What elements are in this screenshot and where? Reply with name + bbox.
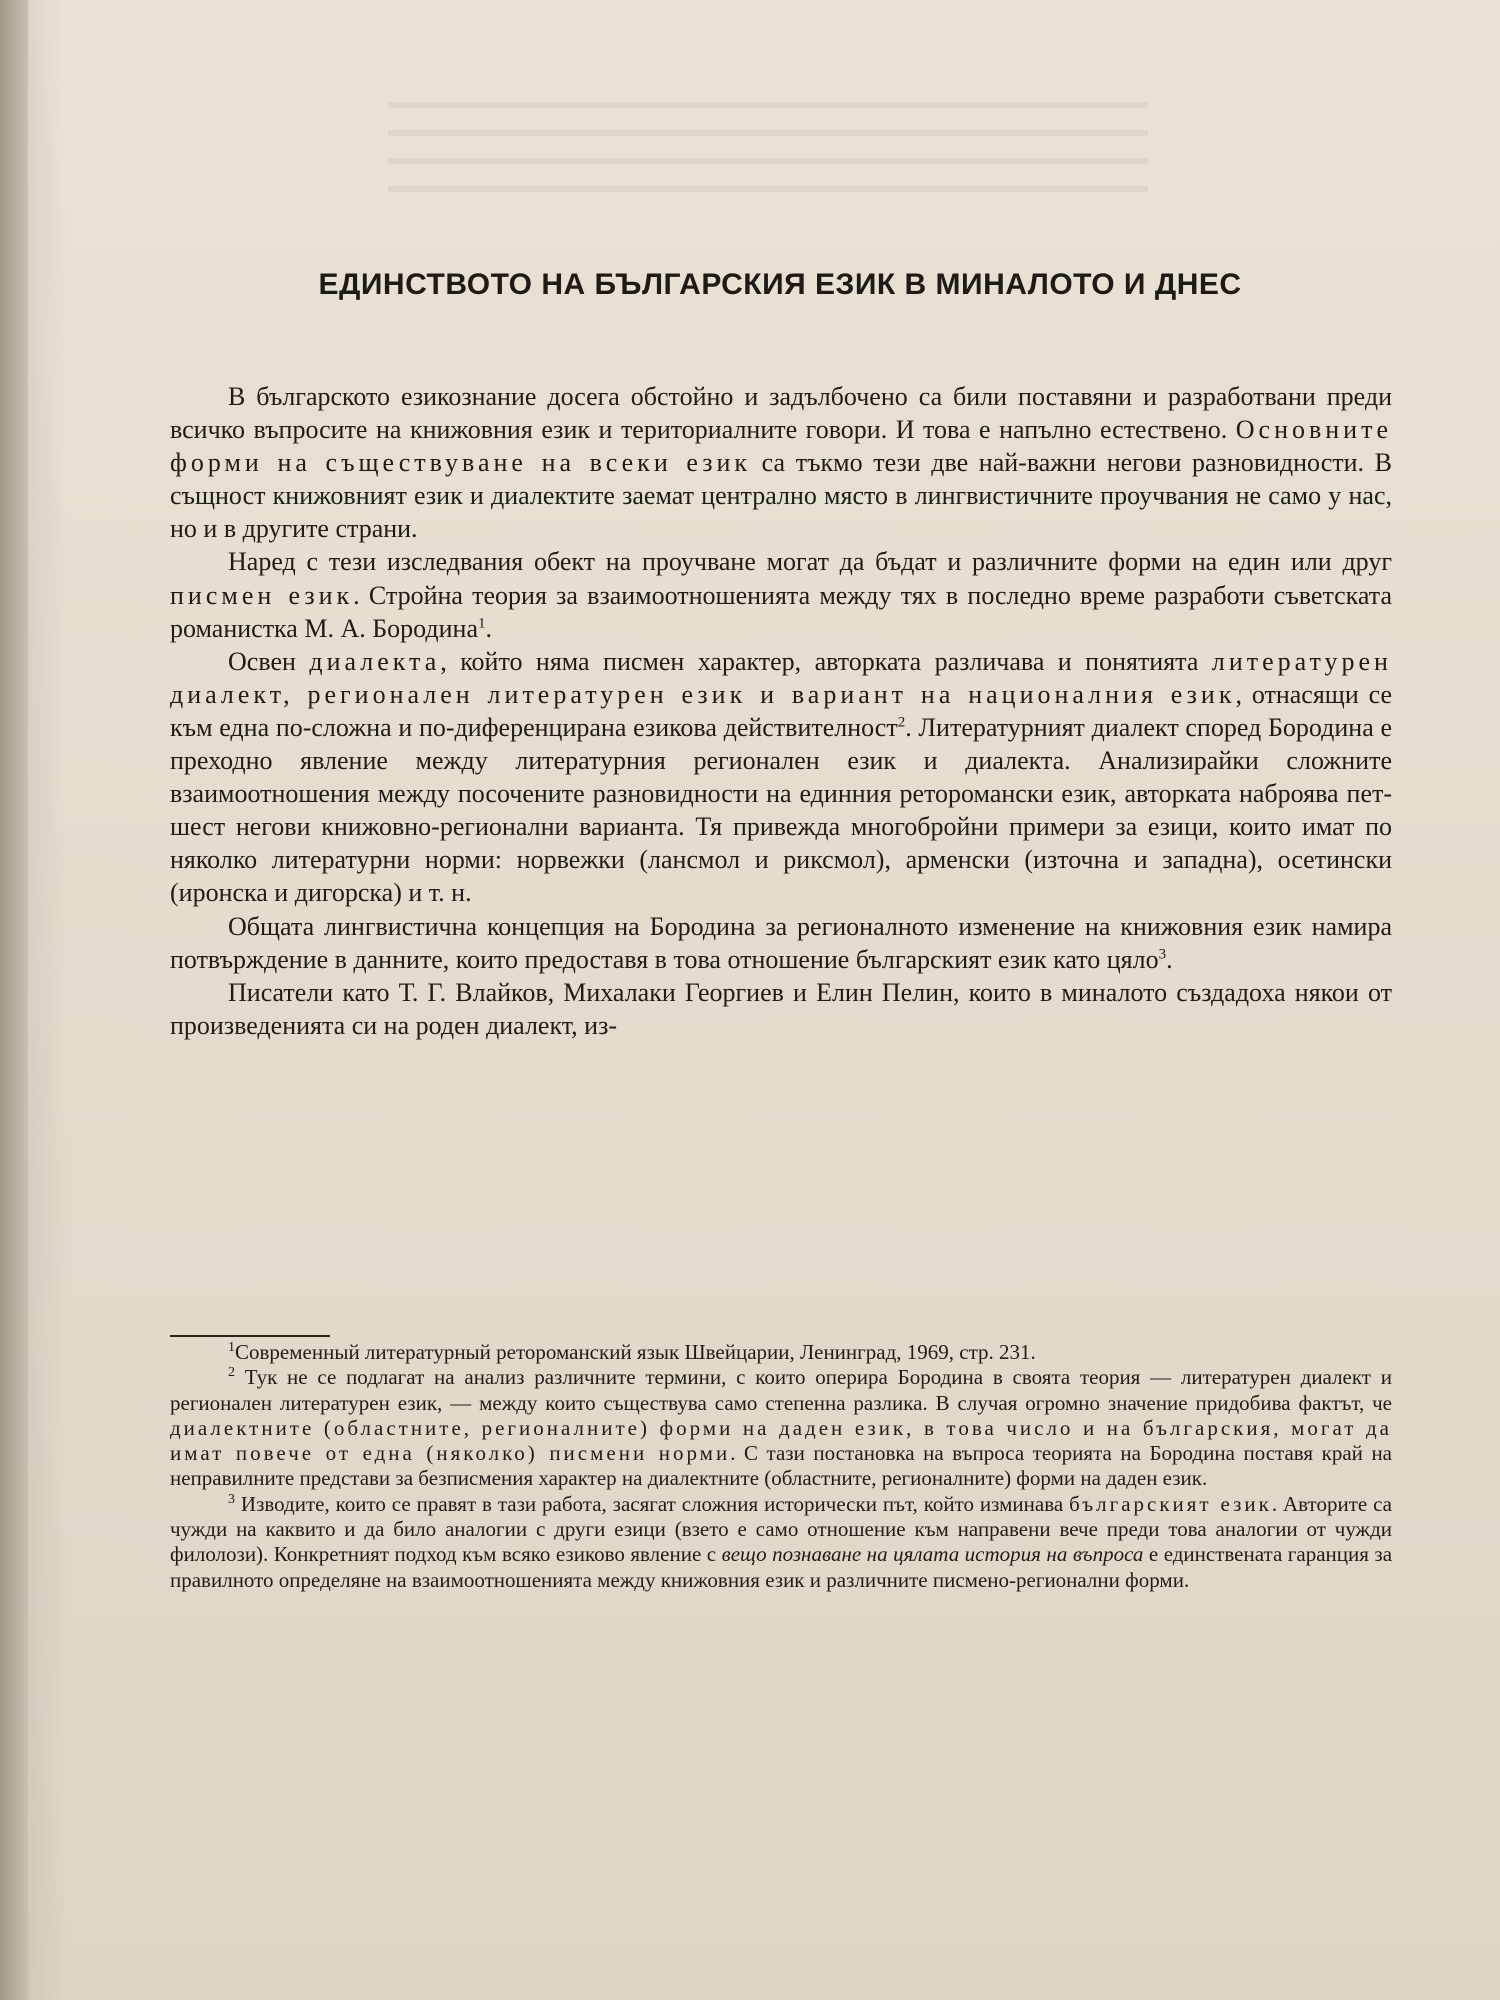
spaced-emphasis: диалектните (областните, регионалните) форми на даден език, в това число и на българския, могат да имат повече от една (няколко) писмени норми [170,1415,1392,1466]
book-gutter [0,0,28,2000]
text-run: Наред с тези изследвания обект на проучване могат да бъдат и различните форми на един или друг [228,547,1392,577]
footnote-2 [170,1365,1392,1491]
paragraph-3 [170,645,1392,910]
footnote-number: 3 [228,1491,235,1507]
paragraph-2 [170,545,1392,644]
text-run: Освен [228,646,310,676]
paragraph-1 [170,380,1392,545]
footnote-number: 1 [228,1340,235,1355]
footnote-text: Современный литературный ретороманский язык Швейцарии, Ленинград, 1969, стр. 231. [235,1340,1036,1364]
footnote-ref-1: 1 [478,615,486,631]
footnote-separator [170,1335,330,1337]
footnote-text: Тук не се подлагат на анализ различните термини, с които оперира Бородина в своята теория — литературен диалект и регионален литературен език, — между които съществува само степенна разлика. В случая огромно значение придобива фактът, че [170,1365,1392,1415]
text-run: В българското езикознание досега обстойно и задълбочено са били поставяни и разработвани преди всичко въпросите на книжовния език и териториалните говори. И това е напълно естествено. [170,382,1392,445]
footnotes [170,1340,1392,1593]
page-title: ЕДИНСТВОТО НА БЪЛГАРСКИЯ ЕЗИК В МИНАЛОТО И ДНЕС [318,268,1242,301]
footnote-ref-3: 3 [1158,945,1167,962]
footnote-text: е единствената гаранция за правилното определяне на взаимоотношенията между книжовния език и различните писмено-регионални форми. [170,1542,1393,1592]
main-text [170,380,1392,1042]
footnote-3 [170,1492,1392,1593]
footnote-text: . С тази постановка на въпроса теорията на Бородина поставя край на неправилните представи за безписмения характер на диалектните (областните, регионалните) форми на даден език. [170,1441,1392,1491]
text-run: . [1166,944,1173,974]
text-run: . Стройна теория за взаимоотношенията между тях в последно време разработи съветската романистка М. А. Бородина [170,580,1392,643]
spaced-emphasis: диалекта [309,646,441,676]
text-run: . [485,613,493,643]
text-run: , който няма писмен характер, авторката различава и понятията [440,646,1212,676]
text-run: , отнасящи се към една по-сложна и по-диференцирана езикова действителност [170,679,1392,742]
spaced-emphasis: литературен диалект, регионален литературен език и вариант на националния език [170,646,1392,709]
italic-emphasis: вещо познаване на цялата история на въпроса [721,1542,1144,1567]
text-run: . Литературният диалект според Бородина е преходно явление между литературния регионален език и диалекта. Анализирайки сложните взаимоотношения между посочените разновидности на единния реторомански език, авторката наброява пет-шест негови книжовно-регионални варианта. Тя привежда многобройни примери за езици, които имат по няколко литературни норми: норвежки (лансмол и риксмол), арменски (източна и западна), осетински (иронска и дигорска) и т. н. [170,712,1392,908]
spaced-emphasis: писмен език [170,580,354,610]
footnote-number: 2 [228,1365,235,1381]
text-run: Писатели като Т. Г. Влайков, Михалаки Георгиев и Елин Пелин, които в миналото създадоха някои от произведенията си на роден диалект, из- [170,977,1392,1040]
footnote-ref-2: 2 [897,714,906,731]
paragraph-4 [170,910,1392,976]
paragraph-5 [170,976,1392,1042]
text-run: Общата лингвистична концепция на Бородина за регионалното изменение на книжовния език намира потвърждение в данните, които предоставя в това отношение българският език като цяло [170,911,1392,974]
footnote-text: . Авторите са чужди на каквито и да било аналогии с други езици (взето е само отношение към направени вече преди това аналогии от чужди филолози). Конкретният подход към всяко езиково явление с [170,1491,1392,1567]
footnote-1 [170,1340,1392,1365]
spaced-emphasis: българският език [1069,1491,1272,1516]
spaced-emphasis: Основните форми на съществуване на всеки език [170,415,1392,478]
show-through-text [388,80,1148,240]
text-run: са тъкмо тези две най-важни негови разновидности. В същност книжовният език и диалектите заемат централно място в лингвистичните проучвания не само у нас, но и в другите страни. [170,448,1392,544]
footnote-text: Изводите, които се правят в тази работа, засягат сложния исторически път, който изминава [240,1491,1070,1516]
